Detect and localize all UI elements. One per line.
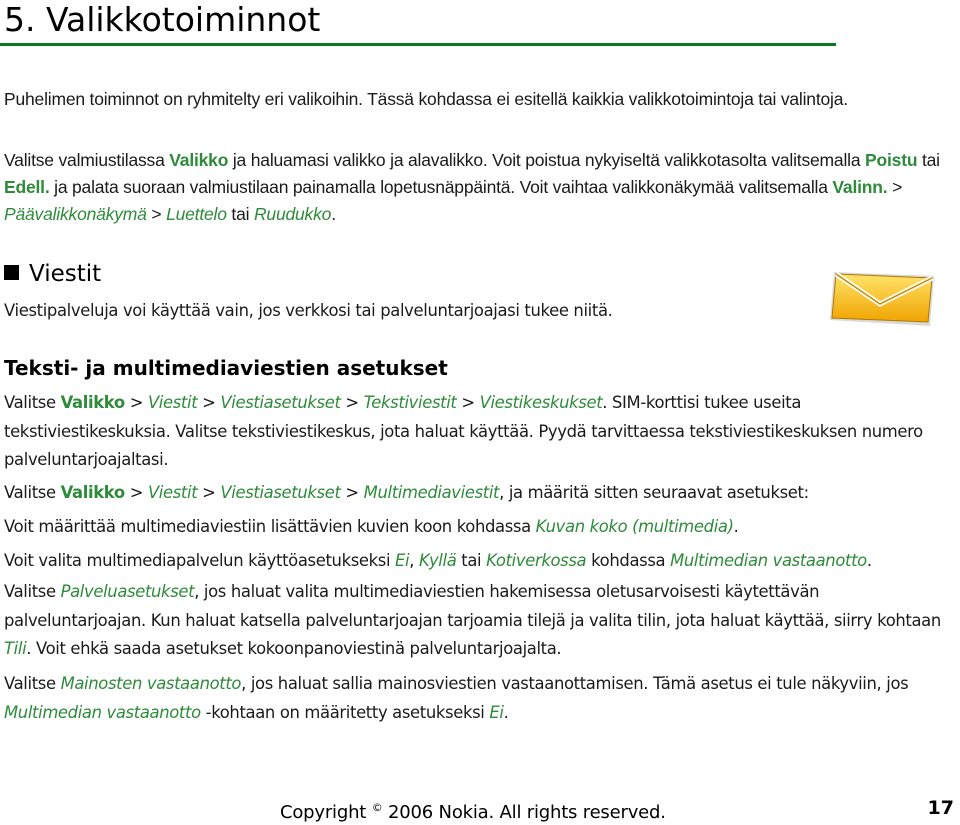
ui-term-edell: Edell.: [4, 177, 50, 197]
path-luettelo: Luettelo: [166, 204, 227, 224]
mms-settings-paragraph: Valitse Valikko > Viestit > Viestiasetukset > Multimediaviestit, ja määritä sitten seuraavat asetukset:: [4, 483, 809, 502]
path-ruudukko: Ruudukko: [253, 204, 332, 224]
path-multimediaviestit: Multimediaviestit: [363, 483, 500, 502]
path-viestit: Viestit: [147, 483, 198, 502]
path-viestiasetukset: Viestiasetukset: [220, 483, 341, 502]
option-kotiverkossa: Kotiverkossa: [486, 551, 587, 570]
path-palveluasetukset: Palveluasetukset: [60, 582, 195, 601]
ui-term-valikko: Valikko: [60, 483, 125, 502]
copyright-footer: Copyright © 2006 Nokia. All rights reserved.: [280, 801, 666, 823]
path-multimedian-vastaanotto: Multimedian vastaanotto: [670, 551, 867, 570]
copyright-symbol: ©: [371, 801, 383, 814]
mms-reception-paragraph: Voit valita multimediapalvelun käyttöasetukseksi Ei, Kyllä tai Kotiverkossa kohdassa Multimedian vastaanotto.: [4, 551, 872, 570]
subsection-heading: Teksti- ja multimediaviestien asetukset: [4, 356, 448, 380]
section-heading: Viestit: [4, 259, 101, 289]
path-tili: Tili: [4, 639, 27, 658]
path-paavalikkonakyma: Päävalikkonäkymä: [4, 204, 147, 224]
title-rule: [0, 43, 836, 46]
path-viestiasetukset: Viestiasetukset: [220, 393, 341, 412]
intro-paragraph: Puhelimen toiminnot on ryhmitelty eri valikoihin. Tässä kohdassa ei esitellä kaikkia valikkotoimintoja tai valintoja.: [4, 89, 848, 109]
path-viestit: Viestit: [147, 393, 198, 412]
path-kuvan-koko: Kuvan koko (multimedia): [535, 517, 734, 536]
menu-navigation-paragraph: Valitse valmiustilassa Valikko ja haluamasi valikko ja alavalikko. Voit poistua nykyiseltä valikkotasolta valitsemalla Poistu tai Edell. ja palata suoraan valmiustilaan painamalla lopetusnäppäintä. Voit vaihtaa valikkonäkymää valitsemalla Valinn. > Päävalikkonäkymä > Luettelo tai Ruudukko.: [4, 150, 940, 224]
ui-term-valikko: Valikko: [169, 150, 229, 170]
path-tekstiviestit: Tekstiviestit: [363, 393, 457, 412]
option-kylla: Kyllä: [418, 551, 457, 570]
sms-settings-paragraph: Valitse Valikko > Viestit > Viestiasetukset > Tekstiviestit > Viestikeskukset. SIM-korttisi tukee useita tekstiviestikeskuksia. Valitse tekstiviestikeskus, jota haluat käyttää. Pyydä tarvittaessa tekstiviestikeskuksen numero palveluntarjoajaltasi.: [4, 393, 923, 469]
ui-term-valinn: Valinn.: [832, 177, 888, 197]
chapter-title: 5. Valikkotoiminnot: [4, 0, 321, 39]
path-multimedian-vastaanotto: Multimedian vastaanotto: [4, 702, 201, 722]
image-size-paragraph: Voit määrittää multimediaviestiin lisättävien kuvien koon kohdassa Kuvan koko (multimedia).: [4, 517, 739, 536]
ui-term-poistu: Poistu: [865, 150, 918, 170]
section-description: Viestipalveluja voi käyttää vain, jos verkkosi tai palveluntarjoajasi tukee niitä.: [4, 301, 613, 320]
section-bullet-icon: [4, 265, 19, 280]
path-viestikeskukset: Viestikeskukset: [479, 393, 603, 412]
path-mainosten-vastaanotto: Mainosten vastaanotto: [60, 674, 242, 693]
option-ei: Ei: [395, 551, 410, 570]
service-settings-paragraph: Valitse Palveluasetukset, jos haluat valita multimediaviestien hakemisessa oletusarvoisesti käytettävän palveluntarjoajan. Kun haluat katsella palveluntarjoajan tarjoamia tilejä ja valita tilin, jota haluat käyttää, siirry kohtaan Tili. Voit ehkä saada asetukset kokoonpanoviestinä palveluntarjoajalta.: [4, 582, 941, 658]
ads-paragraph: Valitse Mainosten vastaanotto, jos haluat sallia mainosviestien vastaanottamisen. Tämä asetus ei tule näkyviin, jos Multimedian vastaanotto -kohtaan on määritetty asetukseksi Ei.: [4, 674, 909, 722]
option-ei: Ei: [489, 702, 504, 722]
ui-term-valikko: Valikko: [60, 393, 125, 412]
page-number: 17: [927, 797, 954, 819]
